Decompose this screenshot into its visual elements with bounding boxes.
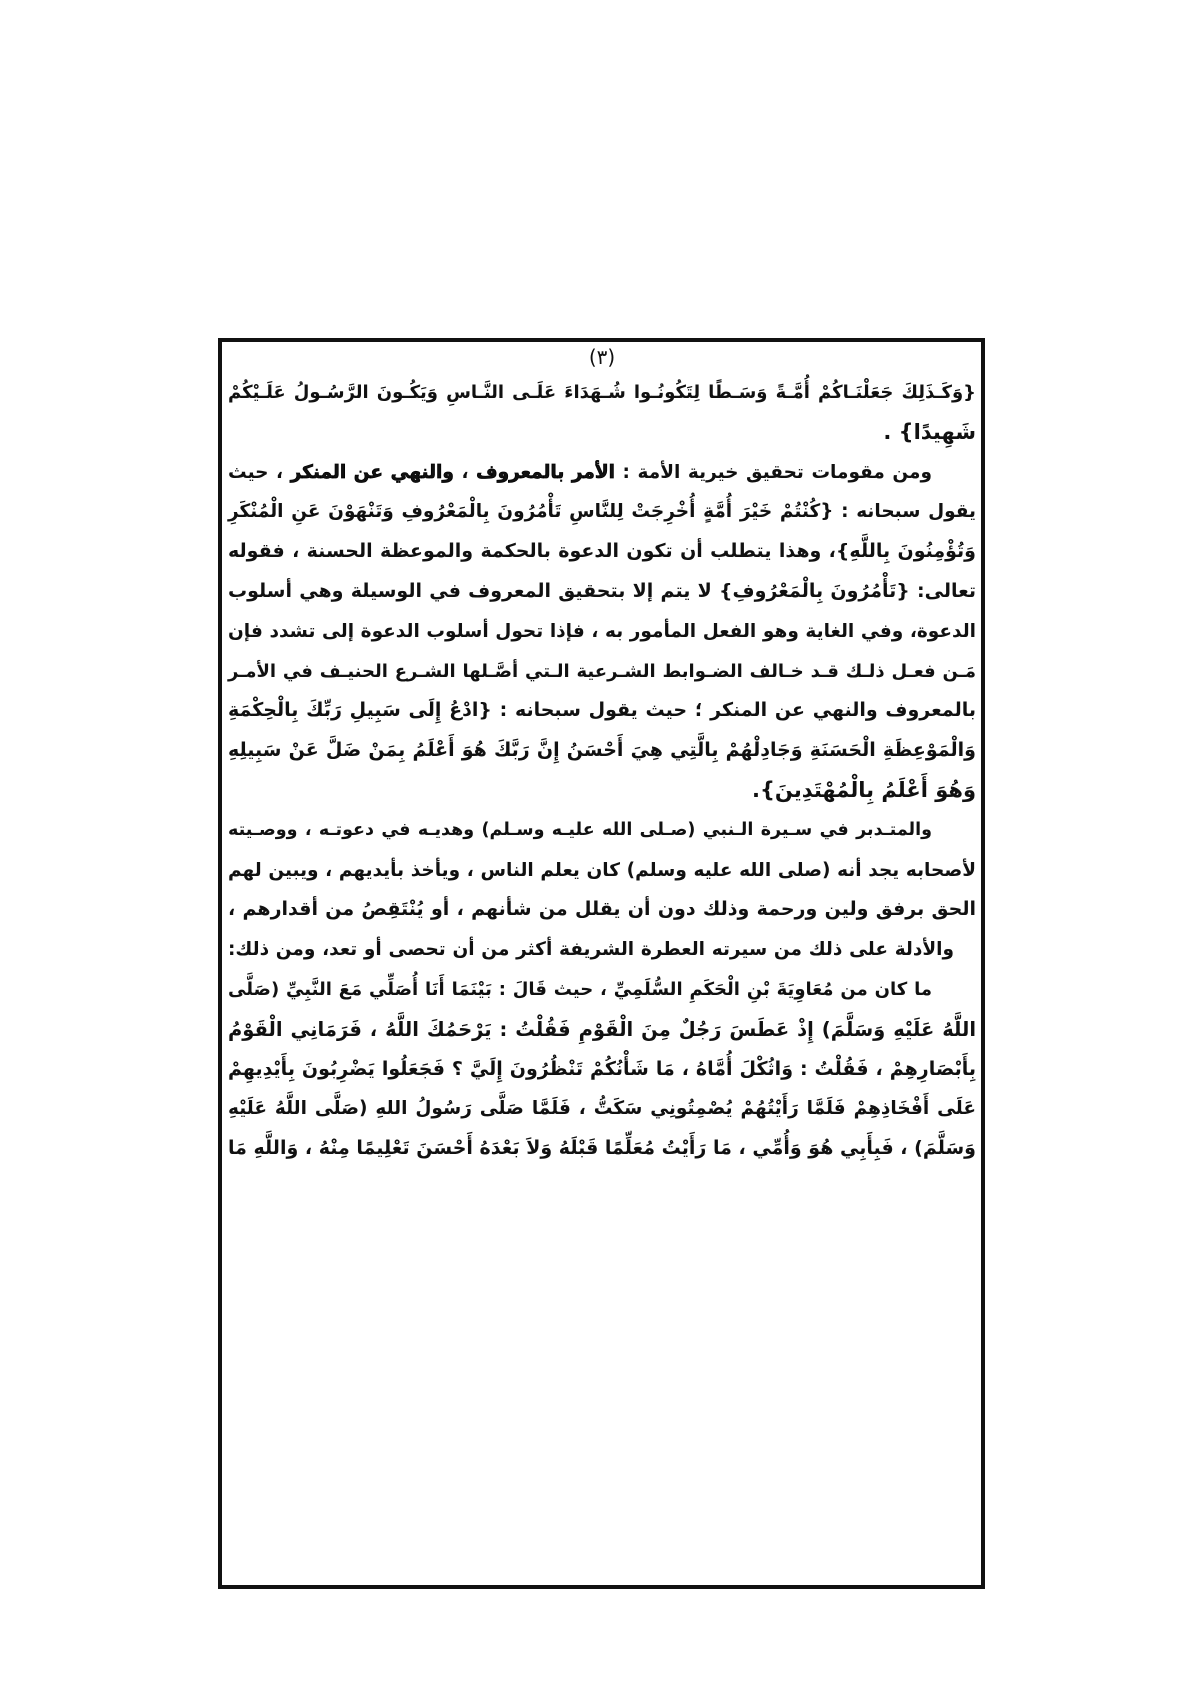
emphasis-text: الأمر بالمعروف	[476, 461, 615, 483]
page-number: (٣)	[588, 345, 616, 369]
text-line: الحق برفق ولين ورحمة وذلك دون أن يقلل من شأنهم ، أو يُنْتَقِصُ من أقدارهم ،	[228, 898, 976, 921]
text-line: تعالى: {تَأْمُرُونَ بِالْمَعْرُوفِ} لا يتم إلا بتحقيق المعروف في الوسيلة وهي أسلوب	[228, 579, 976, 602]
text-line: والمتـدبر في سـيرة الـنبي (صـلى الله عليـه وسـلم) وهديـه في دعوتـه ، ووصـيته	[228, 819, 932, 840]
text-line: مَـن فعـل ذلـك قـد خـالف الضـوابط الشـرعية الـتي أصَّـلها الشـرع الحنيـف في الأمـر	[228, 660, 976, 682]
text-line: عَلَى أَفْخَاذِهِمْ فَلَمَّا رَأَيْتُهُمْ يُصْمِتُونِي سَكَتُّ ، فَلَمَّا صَلَّى رَسُولُ اللهِ (صَلَّى اللَّهُ عَلَيْهِ	[228, 1098, 976, 1120]
text-line: يقول سبحانه : {كُنْتُمْ خَيْرَ أُمَّةٍ أُخْرِجَتْ لِلنَّاسِ تَأْمُرُونَ بِالْمَعْرُوفِ وَتَنْهَوْنَ عَنِ الْمُنْكَرِ	[228, 501, 976, 523]
text-line: الدعوة، وفي الغاية وهو الفعل المأمور به ، فإذا تحول أسلوب الدعوة إلى تشدد فإن	[228, 620, 976, 642]
emphasis-text: والنهي عن المنكر	[290, 461, 454, 483]
line-segment: ،	[453, 461, 477, 483]
text-line: وَالْمَوْعِظَةِ الْحَسَنَةِ وَجَادِلْهُمْ بِالَّتِي هِيَ أَحْسَنُ إِنَّ رَبَّكَ هُوَ أَعْلَمُ بِمَنْ ضَلَّ عَنْ سَبِيلِهِ	[228, 739, 976, 762]
line-segment: ، حيث	[228, 461, 291, 483]
paragraph	[228, 970, 976, 1169]
text-line: والأدلة على ذلك من سيرته العطرة الشريفة أكثر من أن تحصى أو تعد، ومن ذلك:	[228, 939, 954, 961]
paragraph	[228, 373, 976, 453]
text-line: اللَّهُ عَلَيْهِ وَسَلَّمَ) إِذْ عَطَسَ رَجُلٌ مِنَ الْقَوْمِ فَقُلْتُ : يَرْحَمُكَ اللَّهُ ، فَرَمَانِي الْقَوْمُ	[228, 1017, 976, 1041]
text-line: ما كان من مُعَاوِيَةَ بْنِ الْحَكَمِ السُّلَمِيِّ ، حيث قَالَ : بَيْنَمَا أَنَا أُصَلِّي مَعَ النَّبِيِّ (صَلَّى	[228, 978, 932, 1000]
page-border	[218, 338, 985, 1589]
paragraph	[228, 811, 976, 970]
text-line: {وَكَـذَلِكَ جَعَلْنَـاكُمْ أُمَّـةً وَسَـطًا لِتَكُونُـوا شُـهَدَاءَ عَلَـى النَّـاسِ وَيَكُـونَ الرَّسُـولُ عَلَـيْكُمْ	[228, 382, 976, 403]
text-line: بِأَبْصَارِهِمْ ، فَقُلْتُ : وَاثُكْلَ أُمَّاهُ ، مَا شَأْنُكُمْ تَنْظُرُونَ إِلَيَّ ؟ فَجَعَلُوا يَضْرِبُونَ بِأَيْدِيهِمْ	[228, 1057, 976, 1080]
text-line	[228, 453, 976, 493]
line-segment: ومن مقومات تحقيق خيرية الأمة :	[614, 461, 932, 483]
text-line: لأصحابه يجد أنه (صلى الله عليه وسلم) كان يعلم الناس ، ويأخذ بأيديهم ، ويبين لهم	[228, 859, 976, 881]
page-content	[228, 342, 976, 1169]
text-line: شَهِيدًا} .	[883, 419, 976, 444]
text-line: وَسَلَّمَ) ، فَبِأَبِي هُوَ وَأُمِّي ، مَا رَأَيْتُ مُعَلِّمًا قَبْلَهُ وَلاَ بَعْدَهُ أَحْسَنَ تَعْلِيمًا مِنْهُ ، وَاللَّهِ مَا	[228, 1137, 976, 1160]
text-line: بالمعروف والنهي عن المنكر ؛ حيث يقول سبحانه : {ادْعُ إِلَى سَبِيلِ رَبِّكَ بِالْحِكْمَةِ	[228, 699, 976, 722]
text-line: وَهُوَ أَعْلَمُ بِالْمُهْتَدِينَ}.	[752, 777, 976, 802]
text-line: وَتُؤْمِنُونَ بِاللَّهِ}، وهذا يتطلب أن تكون الدعوة بالحكمة والموعظة الحسنة ، فقوله	[228, 540, 976, 563]
paragraph	[228, 453, 976, 811]
